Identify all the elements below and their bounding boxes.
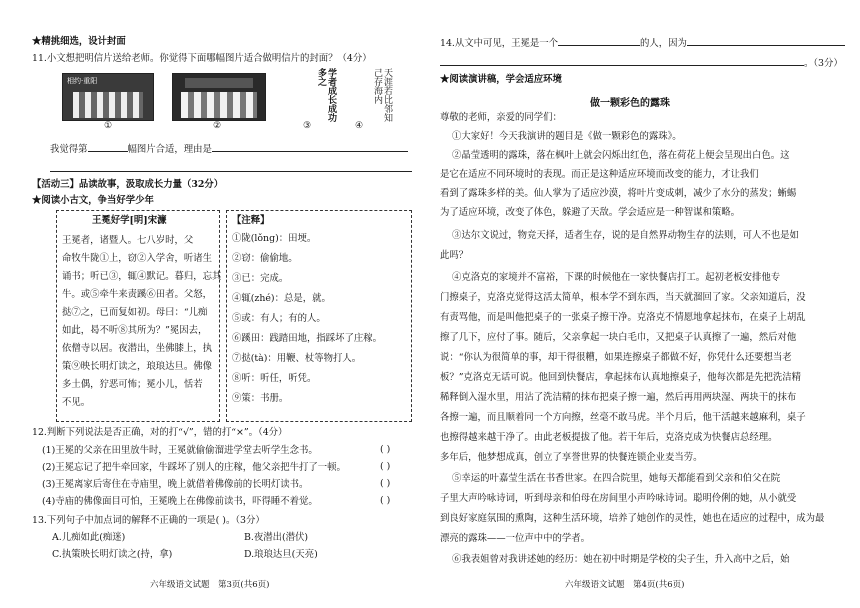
q12-answer-2[interactable]: ( ) bbox=[380, 461, 391, 472]
paragraph-line: 有责骂他，而是叫他把桌子的一张桌子擦干净。克洛克不情愿地拿起抹布，在桌子上胡乱 bbox=[440, 312, 806, 323]
paragraph-line: 也擦得越来越干净了。由此老板提拔了他。若干年后，克洛克成为快餐店总经理。 bbox=[440, 432, 778, 443]
question-14 bbox=[440, 35, 845, 50]
note-item: ④辄(zhé)：总是，就。 bbox=[232, 293, 331, 304]
story-title: 王冕好学[明]宋濂 bbox=[92, 215, 167, 226]
q14-mid: 的人，因为 bbox=[640, 38, 687, 49]
paragraph-line: ⑤幸运的叶嘉莹生活在书香世家。在四合院里，她每天都能看到父亲和伯父在院 bbox=[452, 473, 781, 484]
q12-answer-1[interactable]: ( ) bbox=[380, 444, 391, 455]
note-item: ②窃：偷偷地。 bbox=[232, 253, 298, 264]
question-12: 12.判断下列说法是否正确，对的打“√”，错的打“×”。（4分） bbox=[32, 427, 288, 438]
answer-prefix: 我觉得第 bbox=[50, 144, 88, 155]
story-line: 不见。 bbox=[62, 397, 91, 408]
q12-item-1: (1)王冕的父亲在田里放牛时，王冕就偷偷溜进学堂去听学生念书。 bbox=[42, 445, 318, 456]
paragraph-line: ②晶莹透明的露珠，落在枫叶上就会闪烁出红色，落在荷花上便会呈现出白色。这 bbox=[452, 150, 790, 161]
blackboard bbox=[185, 78, 253, 88]
story-line: 牛。或⑤牵牛来责蹊⑥田者。父怒， bbox=[62, 289, 213, 300]
paragraph-line: ⑥我表姐曾对我讲述她的经历：她在初中时期是学校的尖子生，升入高中之后，始 bbox=[452, 554, 790, 565]
activity-3-header: 【活动三】品读故事，汲取成长力量（32分） bbox=[32, 179, 224, 190]
story-line: 依僧寺以居。夜潜出，坐佛膝上，执 bbox=[62, 343, 213, 354]
q14-blank-3[interactable] bbox=[440, 55, 804, 66]
image-number-3: ③ bbox=[303, 121, 312, 131]
postcard-image-4[interactable]: 天涯若比邻知己存海内 bbox=[372, 68, 392, 122]
q12-answer-4[interactable]: ( ) bbox=[380, 495, 391, 506]
page-footer-4: 六年级语文试题 第4页(共6页) bbox=[565, 580, 685, 590]
paragraph-line: ④克洛克的家境并不富裕，下课的时候他在一家快餐店打工。起初老板安排他专 bbox=[452, 272, 781, 283]
reason-blank-line-2[interactable] bbox=[50, 161, 412, 172]
q14-line-2 bbox=[440, 55, 843, 70]
q12-answer-3[interactable]: ( ) bbox=[380, 478, 391, 489]
postcard-1-caption: 相约·重阳 bbox=[67, 77, 98, 85]
people-figures bbox=[73, 92, 143, 118]
paragraph-line: 到良好家庭氛围的熏陶，这种生活环境，培养了她创作的灵性，她也在适应的过程中，成为最 bbox=[440, 513, 825, 524]
q14-prefix: 14.从文中可见，王冕是一个 bbox=[440, 38, 559, 49]
notes-title: 【注释】 bbox=[232, 215, 270, 226]
paragraph-line: 子里大声吟咏诗词，听到母亲和伯母在房间里小声吟咏诗词。聪明伶俐的她，从小就受 bbox=[440, 493, 797, 504]
note-item: ③已：完成。 bbox=[232, 273, 289, 284]
story-line: 如此，曷不听⑧其所为？”冕因去， bbox=[62, 325, 208, 336]
paragraph-line: 门擦桌子，克洛克觉得这活太简单，根本学不到东西，当天就溜回了家。父亲知道后，没 bbox=[440, 292, 806, 303]
paragraph-line: ③达尔文说过，物竞天择，适者生存，说的是自然界动物生存的法则，可人不也是如 bbox=[452, 230, 799, 241]
section-header-design: ★精挑细选，设计封面 bbox=[32, 36, 126, 47]
note-item: ①陇(lǒng)：田埂。 bbox=[232, 233, 317, 244]
paragraph-line: 说：“你认为很简单的事，却干得很糟，如果连擦桌子都做不好，你凭什么还要想当老 bbox=[440, 352, 792, 363]
image-number-4: ④ bbox=[355, 121, 364, 131]
paragraph-line: 看到了露珠多样的美。仙人掌为了适应沙漠，将叶片变成刺，减少了水分的蒸发；蜥蜴 bbox=[440, 188, 797, 199]
paragraph-line: 稀释倒入湿水里，用沾了洗洁精的抹布把桌子擦一遍，然后再用两块湿、两块干的抹布 bbox=[440, 392, 797, 403]
note-item: ⑧听：听任，听凭。 bbox=[232, 373, 317, 384]
paragraph-line: 多年后，他梦想成真，创立了享誉世界的快餐连锁企业麦当劳。 bbox=[440, 452, 703, 463]
story-line: 挞⑦之，已而复如初。母曰：“儿痴 bbox=[62, 307, 208, 318]
q12-item-4: (4)寺庙的佛像面目可怕，王冕晚上在佛像前读书，吓得睡不着觉。 bbox=[42, 496, 318, 507]
q13-option-d[interactable]: D.琅琅达旦(天亮) bbox=[244, 549, 318, 560]
paragraph-line: 是它在适应不同环境时的表现。而正是这种适应环境而改变的能力，才让我们 bbox=[440, 169, 759, 180]
note-item: ⑤或：有人；有的人。 bbox=[232, 313, 326, 324]
section-header-speech: ★阅读演讲稿，学会适应环境 bbox=[440, 74, 562, 85]
paragraph-line: 擦了几下，应付了事。随后，父亲拿起一块白毛巾，又把桌子认真擦了一遍，然后对他 bbox=[440, 332, 797, 343]
q13-option-c[interactable]: C.执策映长明灯读之(持，拿) bbox=[52, 549, 173, 560]
image-number-2: ② bbox=[213, 121, 222, 131]
question-11: 11.小文想把明信片送给老师。你觉得下面哪幅图片适合做明信片的封面？（4分） bbox=[32, 53, 372, 64]
speech-title: 做一颗彩色的露珠 bbox=[590, 98, 670, 109]
paragraph-line: ①大家好！今天我演讲的题目是《做一颗彩色的露珠》。 bbox=[452, 131, 682, 142]
note-item: ⑥蹊田：践踏田地，指踩坏了庄稼。 bbox=[232, 333, 383, 344]
q13-option-b[interactable]: B.夜潜出(潜伏) bbox=[244, 532, 309, 543]
right-page bbox=[430, 0, 860, 608]
image-choice-blank[interactable] bbox=[88, 141, 128, 152]
note-item: ⑨策：书册。 bbox=[232, 393, 289, 404]
q13-option-a[interactable]: A.儿痴如此(痴迷) bbox=[52, 532, 126, 543]
q12-item-3: (3)王冕离家后寄住在寺庙里，晚上就借着佛像前的长明灯读书。 bbox=[42, 479, 309, 490]
postcard-image-1[interactable] bbox=[62, 73, 154, 121]
sub-header-read: ★阅读小古文，争当好学少年 bbox=[32, 195, 154, 206]
q14-blank-2[interactable] bbox=[687, 35, 845, 46]
paragraph-line: 各擦一遍，而且顺着同一个方向擦，丝毫不敢马虎。半个月后，他干活越来越麻利，桌子 bbox=[440, 412, 806, 423]
paragraph-line: 为了适应环境，改变了体色，躲避了天敌。学会适应是一种智谋和策略。 bbox=[440, 207, 741, 218]
reason-blank[interactable] bbox=[212, 141, 408, 152]
paragraph-line: 此吗？ bbox=[440, 250, 469, 261]
answer-line-11 bbox=[50, 141, 408, 156]
paragraph-line: 板？”克洛克无话可说。他回到快餐店，拿起抹布认真地擦桌子，他每次都是先把洗洁精 bbox=[440, 372, 802, 383]
postcard-image-3[interactable]: 学者成长成功多之 bbox=[316, 68, 336, 122]
postcard-image-2[interactable] bbox=[172, 73, 266, 121]
story-line: 多土偶，狞恶可怖；冕小儿，恬若 bbox=[62, 379, 203, 390]
story-line: 诵书；听已③，辄④默记。暮归，忘其 bbox=[62, 271, 222, 282]
story-line: 策⑨映长明灯读之，琅琅达旦。佛像 bbox=[62, 361, 213, 372]
story-line: 命牧牛陇①上，窃②入学舍，听诸生 bbox=[62, 253, 213, 264]
image-number-1: ① bbox=[104, 121, 113, 131]
paragraph-line: 尊敬的老师，亲爱的同学们： bbox=[440, 112, 562, 123]
paragraph-line: 漂亮的露珠——一位声中中的学者。 bbox=[440, 533, 591, 544]
story-line: 王冕者，诸暨人。七八岁时，父 bbox=[62, 235, 194, 246]
q14-score: 。（3分） bbox=[804, 58, 843, 69]
students-figures bbox=[181, 92, 257, 118]
note-item: ⑦挞(tà)：用鞭、杖等物打人。 bbox=[232, 353, 362, 364]
q14-blank-1[interactable] bbox=[558, 35, 640, 46]
answer-mid: 幅图片合适，理由是 bbox=[127, 144, 212, 155]
q12-item-2: (2)王冕忘记了把牛牵回家，牛踩坏了别人的庄稼，他父亲把牛打了一顿。 bbox=[42, 462, 346, 473]
page-footer-3: 六年级语文试题 第3页(共6页) bbox=[150, 580, 270, 590]
question-13: 13.下列句子中加点词的解释不正确的一项是( )。（3分） bbox=[32, 515, 265, 526]
